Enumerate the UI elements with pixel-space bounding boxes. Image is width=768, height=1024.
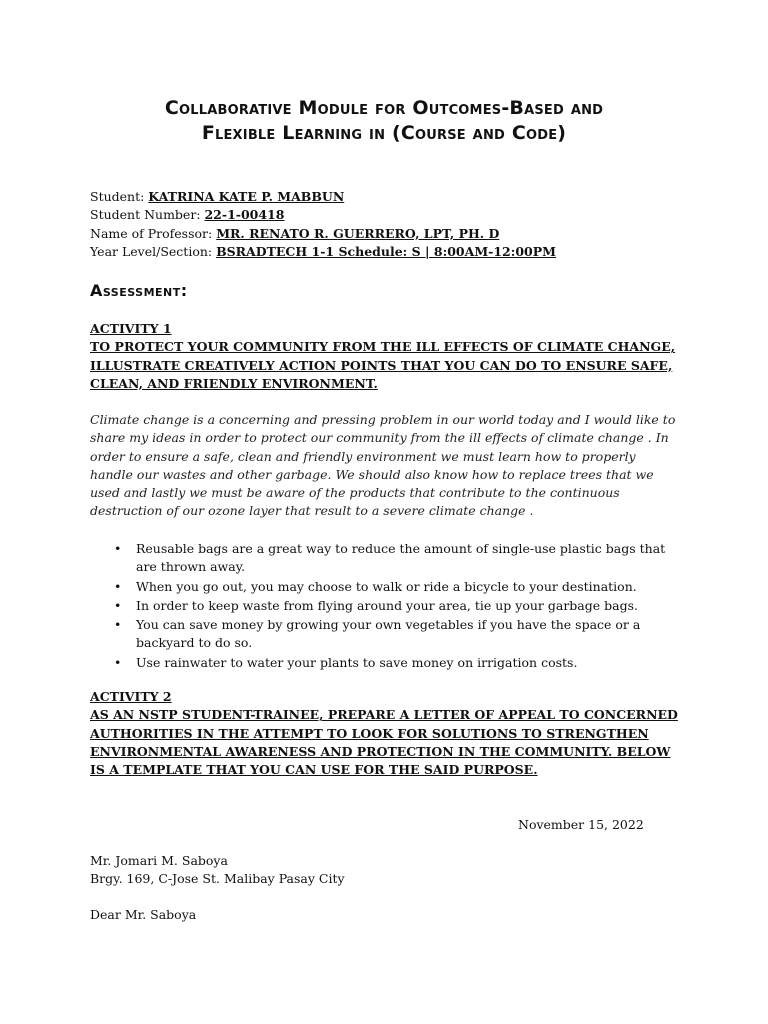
list-item <box>90 654 680 672</box>
bullet-icon: • <box>114 617 122 633</box>
letter-date: November 15, 2022 <box>518 817 644 832</box>
activity-1-paragraph: Climate change is a concerning and pressing problem in our world today and I would like to share my ideas in order to protect our community from the ill effects of climate change . In order to ensure a safe, clean and friendly environment we must learn how to properly handle our wastes and other garbage. We should also know how to replace trees that we used and lastly we must be aware of the products that contribute to the continuous destruction of our ozone layer that result to a severe climate change . <box>90 412 676 519</box>
professor-label: Name of Professor: <box>90 225 217 241</box>
list-item-text: When you go out, you may choose to walk or ride a bicycle to your destination. <box>136 578 637 594</box>
student-label: Student: <box>90 189 149 204</box>
bullet-icon: • <box>114 597 122 613</box>
activity-2 <box>90 688 680 779</box>
recipient-address: Brgy. 169, C-Jose St. Malibay Pasay City <box>90 871 345 887</box>
letter-salutation: Dear Mr. Saboya <box>90 907 197 922</box>
list-item <box>90 540 680 577</box>
list-item-text: Reusable bags are a great way to reduce the amount of single-use plastic bags that are thrown away. <box>136 541 666 575</box>
student-row <box>90 188 556 206</box>
assessment-heading: Assessment: <box>90 281 188 300</box>
bullet-icon: • <box>114 541 122 556</box>
section-schedule: BSRADTECH 1-1 Schedule: S | 8:00AM-12:00PM <box>216 243 556 259</box>
activity-2-prompt: AS AN NSTP STUDENT-TRAINEE, PREPARE A LETTER OF APPEAL TO CONCERNED AUTHORITIES IN THE ATTEMPT TO LOOK FOR SOLUTIONS TO STRENGTHEN ENVIRONMENTAL AWARENESS AND PROTECTION IN THE COMMUNITY. BELOW IS A TEMPLATE THAT YOU CAN USE FOR THE SAID PURPOSE. <box>90 707 678 778</box>
recipient-name: Mr. Jomari M. Saboya <box>90 853 228 868</box>
student-number-row <box>90 206 556 224</box>
list-item <box>90 616 680 653</box>
bullet-icon: • <box>114 578 122 594</box>
action-points-list <box>90 540 680 673</box>
bullet-icon: • <box>114 654 122 670</box>
section-label: Year Level/Section: <box>90 243 217 259</box>
activity-1-prompt: TO PROTECT YOUR COMMUNITY FROM THE ILL EFFECTS OF CLIMATE CHANGE, ILLUSTRATE CREATIVELY ACTION POINTS THAT YOU CAN DO TO ENSURE SAFE, CLEAN, AND FRIENDLY ENVIRONMENT. <box>90 339 676 391</box>
module-title-line-2: Flexible Learning in (Course and Code) <box>201 122 567 144</box>
section-row <box>90 243 556 261</box>
activity-1-label: ACTIVITY 1 <box>90 321 172 336</box>
list-item-text: Use rainwater to water your plants to save money on irrigation costs. <box>136 654 578 670</box>
professor-name: MR. RENATO R. GUERRERO, LPT, PH. D <box>216 225 500 241</box>
list-item <box>90 578 680 596</box>
student-info <box>90 188 556 261</box>
list-item <box>90 597 680 615</box>
professor-row <box>90 225 556 243</box>
activity-2-label: ACTIVITY 2 <box>90 689 172 704</box>
letter-recipient <box>90 852 345 889</box>
activity-1 <box>90 320 680 393</box>
student-number-label: Student Number: <box>90 207 205 223</box>
module-title <box>90 96 678 146</box>
list-item-text: In order to keep waste from flying around your area, tie up your garbage bags. <box>136 597 638 613</box>
list-item-text: You can save money by growing your own vegetables if you have the space or a backyard to do so. <box>136 617 641 651</box>
student-number: 22-1-00418 <box>204 207 285 223</box>
student-name: KATRINA KATE P. MABBUN <box>148 189 345 204</box>
module-title-line-1: Collaborative Module for Outcomes-Based and <box>164 97 604 119</box>
